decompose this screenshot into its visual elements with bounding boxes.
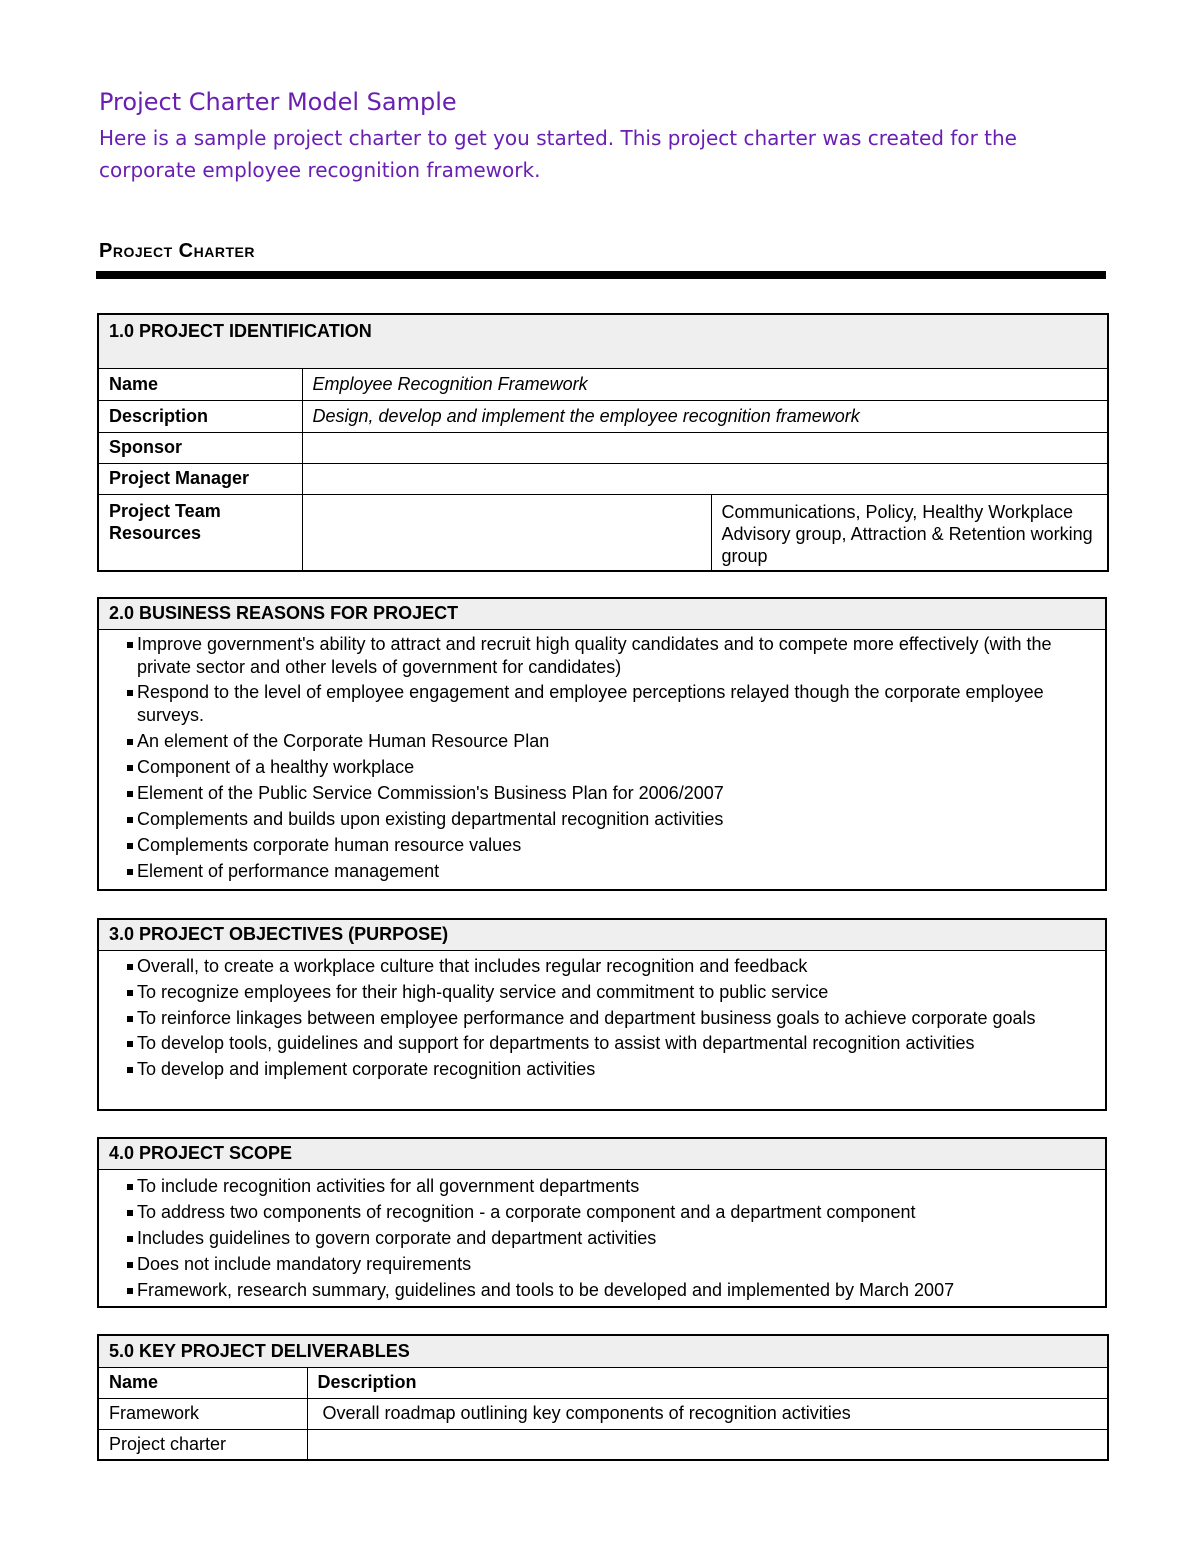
name-value: Employee Recognition Framework — [302, 368, 1108, 400]
bullet-icon — [127, 1184, 133, 1190]
scope-list — [109, 1175, 1095, 1302]
list-item: Respond to the level of employee engagement and employee perceptions relayed though the corporate employee surveys. — [109, 681, 1095, 727]
intro-text: Here is a sample project charter to get you started. This project charter was created for the corporate employee recognition framework. — [99, 126, 1017, 182]
bullet-icon — [127, 739, 133, 745]
list-item: Does not include mandatory requirements — [109, 1253, 1095, 1276]
project-objectives-table — [97, 918, 1107, 1111]
bullet-icon — [127, 1210, 133, 1216]
list-item: Overall, to create a workplace culture that includes regular recognition and feedback — [109, 955, 1095, 978]
deliverable-description: Overall roadmap outlining key components of recognition activities — [307, 1398, 1108, 1429]
objectives-list — [109, 955, 1095, 1081]
project-team-value — [302, 494, 711, 571]
project-identification-table — [97, 313, 1109, 572]
description-value: Design, develop and implement the employee recognition framework — [302, 400, 1108, 432]
section-header: 2.0 BUSINESS REASONS FOR PROJECT — [98, 598, 1106, 629]
bullet-icon — [127, 1236, 133, 1242]
list-item: Includes guidelines to govern corporate and department activities — [109, 1227, 1095, 1250]
list-item: Complements and builds upon existing departmental recognition activities — [109, 808, 1095, 831]
charter-heading: Project Charter — [99, 240, 255, 262]
deliverable-description — [307, 1429, 1108, 1460]
column-header-name: Name — [98, 1367, 307, 1398]
heading-rule — [96, 271, 1106, 279]
bullet-icon — [127, 964, 133, 970]
key-deliverables-table — [97, 1334, 1109, 1461]
name-label: Name — [98, 368, 302, 400]
project-team-note: Communications, Policy, Healthy Workplace Advisory group, Attraction & Retention working group — [711, 494, 1108, 571]
list-item: Element of performance management — [109, 860, 1095, 883]
list-item: Complements corporate human resource values — [109, 834, 1095, 857]
bullet-icon — [127, 1016, 133, 1022]
sponsor-label: Sponsor — [98, 432, 302, 463]
bullet-icon — [127, 690, 133, 696]
bullet-icon — [127, 791, 133, 797]
bullet-icon — [127, 1067, 133, 1073]
bullet-icon — [127, 990, 133, 996]
list-item: Element of the Public Service Commission's Business Plan for 2006/2007 — [109, 782, 1095, 805]
list-item: Improve government's ability to attract and recruit high quality candidates and to compete more effectively (with the private sector and other levels of government for candidates) — [109, 633, 1095, 679]
project-manager-value — [302, 463, 1108, 494]
section-header: 5.0 KEY PROJECT DELIVERABLES — [98, 1335, 1108, 1367]
intro-title: Project Charter Model Sample — [99, 88, 457, 116]
bullet-icon — [127, 1288, 133, 1294]
project-manager-label: Project Manager — [98, 463, 302, 494]
business-reasons-table — [97, 597, 1107, 891]
bullet-icon — [127, 1262, 133, 1268]
business-reasons-list — [109, 633, 1095, 883]
section-header: 4.0 PROJECT SCOPE — [98, 1138, 1106, 1169]
list-item: To develop and implement corporate recognition activities — [109, 1058, 1095, 1081]
description-label: Description — [98, 400, 302, 432]
list-item: Framework, research summary, guidelines and tools to be developed and implemented by March 2007 — [109, 1279, 1095, 1302]
project-team-label: Project Team Resources — [98, 494, 302, 571]
project-scope-table — [97, 1137, 1107, 1308]
list-item: To develop tools, guidelines and support for departments to assist with departmental recognition activities — [109, 1032, 1095, 1055]
list-item: To include recognition activities for all government departments — [109, 1175, 1095, 1198]
list-item: To address two components of recognition - a corporate component and a department component — [109, 1201, 1095, 1224]
deliverable-name: Project charter — [98, 1429, 307, 1460]
section-header: 1.0 PROJECT IDENTIFICATION — [98, 314, 1108, 368]
bullet-icon — [127, 765, 133, 771]
bullet-icon — [127, 1041, 133, 1047]
list-item: Component of a healthy workplace — [109, 756, 1095, 779]
table-row — [98, 1429, 1108, 1460]
sponsor-value — [302, 432, 1108, 463]
list-item: An element of the Corporate Human Resource Plan — [109, 730, 1095, 753]
list-item: To recognize employees for their high-quality service and commitment to public service — [109, 981, 1095, 1004]
bullet-icon — [127, 843, 133, 849]
bullet-icon — [127, 869, 133, 875]
bullet-icon — [127, 817, 133, 823]
list-item: To reinforce linkages between employee performance and department business goals to achieve corporate goals — [109, 1007, 1095, 1030]
section-header: 3.0 PROJECT OBJECTIVES (PURPOSE) — [98, 919, 1106, 950]
table-row — [98, 1398, 1108, 1429]
column-header-description: Description — [307, 1367, 1108, 1398]
deliverable-name: Framework — [98, 1398, 307, 1429]
objectives-list-cell — [98, 950, 1106, 1110]
business-reasons-list-cell — [98, 629, 1106, 890]
bullet-icon — [127, 642, 133, 648]
scope-list-cell — [98, 1169, 1106, 1307]
